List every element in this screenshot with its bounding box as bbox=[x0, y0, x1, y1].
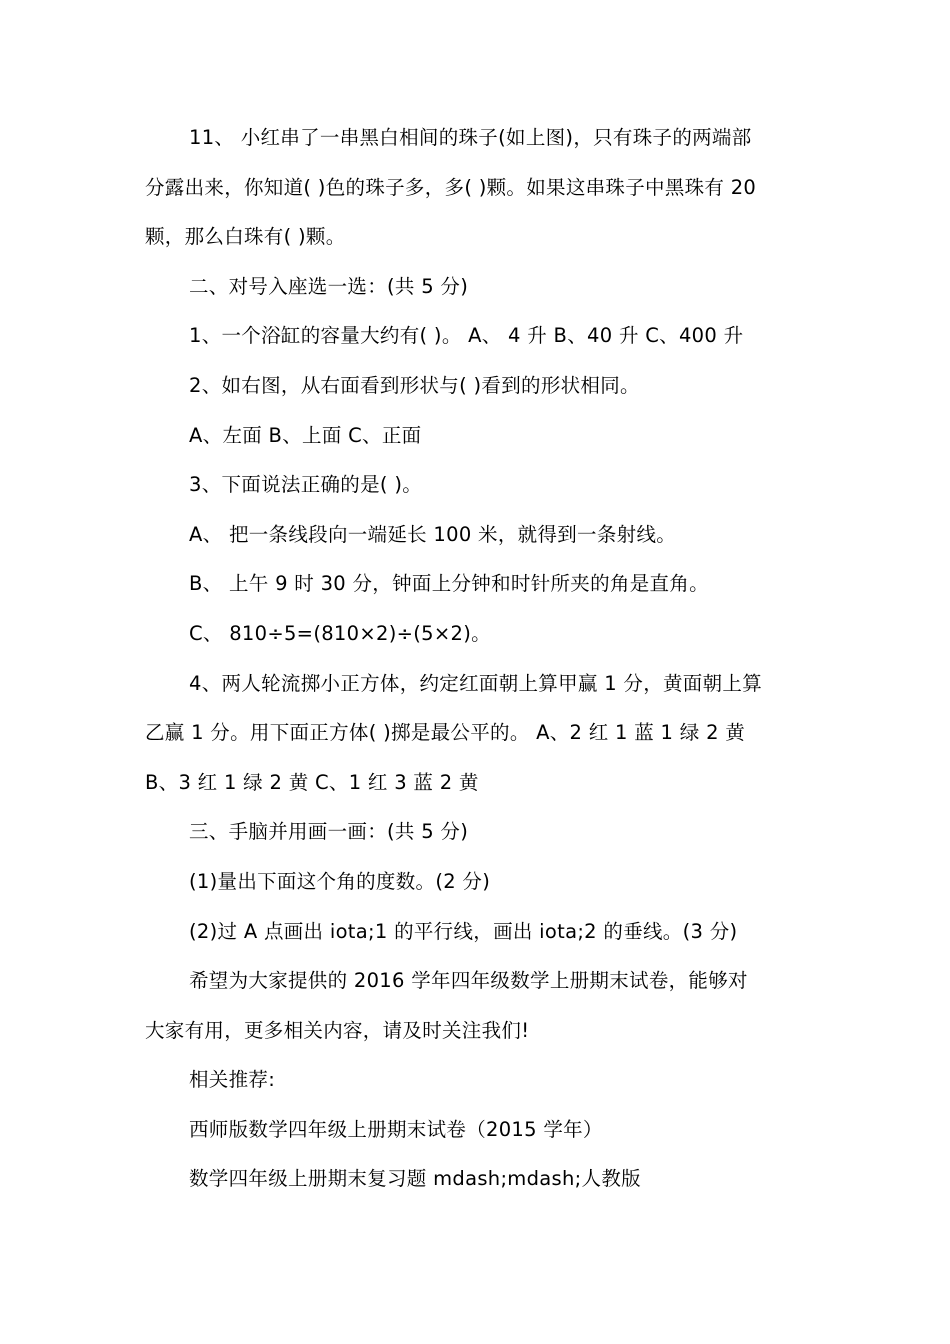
related-link-1-text[interactable]: 西师版数学四年级上册期末试卷（2015 学年） bbox=[189, 1117, 603, 1141]
section-2-question-2-options bbox=[145, 411, 810, 461]
section-2-question-3 bbox=[145, 460, 810, 510]
section-3-question-1 bbox=[145, 857, 810, 907]
section-3-question-1-text: (1)量出下面这个角的度数。(2 分) bbox=[189, 869, 491, 893]
option-b-text: B、 上午 9 时 30 分，钟面上分钟和时针所夹的角是直角。 bbox=[189, 572, 709, 596]
question-11-line-1: 11、 小红串了一串黑白相间的珠子(如上图)，只有珠子的两端部 bbox=[189, 126, 752, 149]
section-2-question-3-option-c bbox=[145, 609, 810, 659]
closing-line-2: 大家有用，更多相关内容，请及时关注我们! bbox=[145, 1018, 530, 1042]
section-2-question-3-option-b bbox=[145, 559, 810, 609]
section-2-question-3-text: 3、下面说法正确的是( )。 bbox=[189, 473, 423, 497]
section-2-question-2 bbox=[145, 361, 810, 411]
question-11-line-2: 分露出来，你知道( )色的珠子多，多( )颗。如果这串珠子中黑珠有 20 bbox=[145, 175, 757, 199]
section-2-question-4-line-3: B、3 红 1 绿 2 黄 C、1 红 3 蓝 2 黄 bbox=[145, 770, 479, 794]
section-2-question-1 bbox=[145, 311, 810, 361]
section-2-question-2-options-text: A、左面 B、上面 C、正面 bbox=[189, 423, 422, 447]
section-2-question-3-option-a bbox=[145, 510, 810, 560]
section-2-question-4-line-1: 4、两人轮流掷小正方体，约定红面朝上算甲赢 1 分，黄面朝上算 bbox=[189, 671, 763, 695]
related-link-2-text[interactable]: 数学四年级上册期末复习题 mdash;mdash;人教版 bbox=[189, 1167, 641, 1191]
question-11 bbox=[145, 113, 810, 262]
option-a-text: A、 把一条线段向一端延长 100 米，就得到一条射线。 bbox=[189, 522, 677, 546]
related-link-1[interactable] bbox=[145, 1105, 810, 1155]
section-2-question-4 bbox=[145, 659, 810, 808]
question-11-line-3: 颗，那么白珠有( )颗。 bbox=[145, 225, 346, 249]
related-heading-text: 相关推荐: bbox=[189, 1068, 276, 1092]
section-3-heading-text: 三、手脑并用画一画：(共 5 分) bbox=[189, 820, 469, 844]
section-3-heading bbox=[145, 807, 810, 857]
closing-line-1: 希望为大家提供的 2016 学年四年级数学上册期末试卷，能够对 bbox=[189, 969, 748, 993]
section-2-question-4-line-2: 乙赢 1 分。用下面正方体( )掷是最公平的。 A、2 红 1 蓝 1 绿 2 黄 bbox=[145, 721, 746, 745]
document-body bbox=[145, 113, 810, 1204]
section-2-question-2-text: 2、如右图，从右面看到形状与( )看到的形状相同。 bbox=[189, 373, 640, 397]
closing-paragraph bbox=[145, 956, 810, 1055]
section-3-question-2-text: (2)过 A 点画出 iota;1 的平行线，画出 iota;2 的垂线。(3 分) bbox=[189, 919, 738, 943]
related-link-2[interactable] bbox=[145, 1154, 810, 1204]
section-3-question-2 bbox=[145, 907, 810, 957]
section-2-heading bbox=[145, 262, 810, 312]
section-2-question-1-text: 1、一个浴缸的容量大约有( )。 A、 4 升 B、40 升 C、400 升 bbox=[189, 324, 744, 348]
option-c-text: C、 810÷5=(810×2)÷(5×2)。 bbox=[189, 621, 491, 645]
section-2-heading-text: 二、对号入座选一选：(共 5 分) bbox=[189, 274, 469, 298]
related-heading bbox=[145, 1055, 810, 1105]
